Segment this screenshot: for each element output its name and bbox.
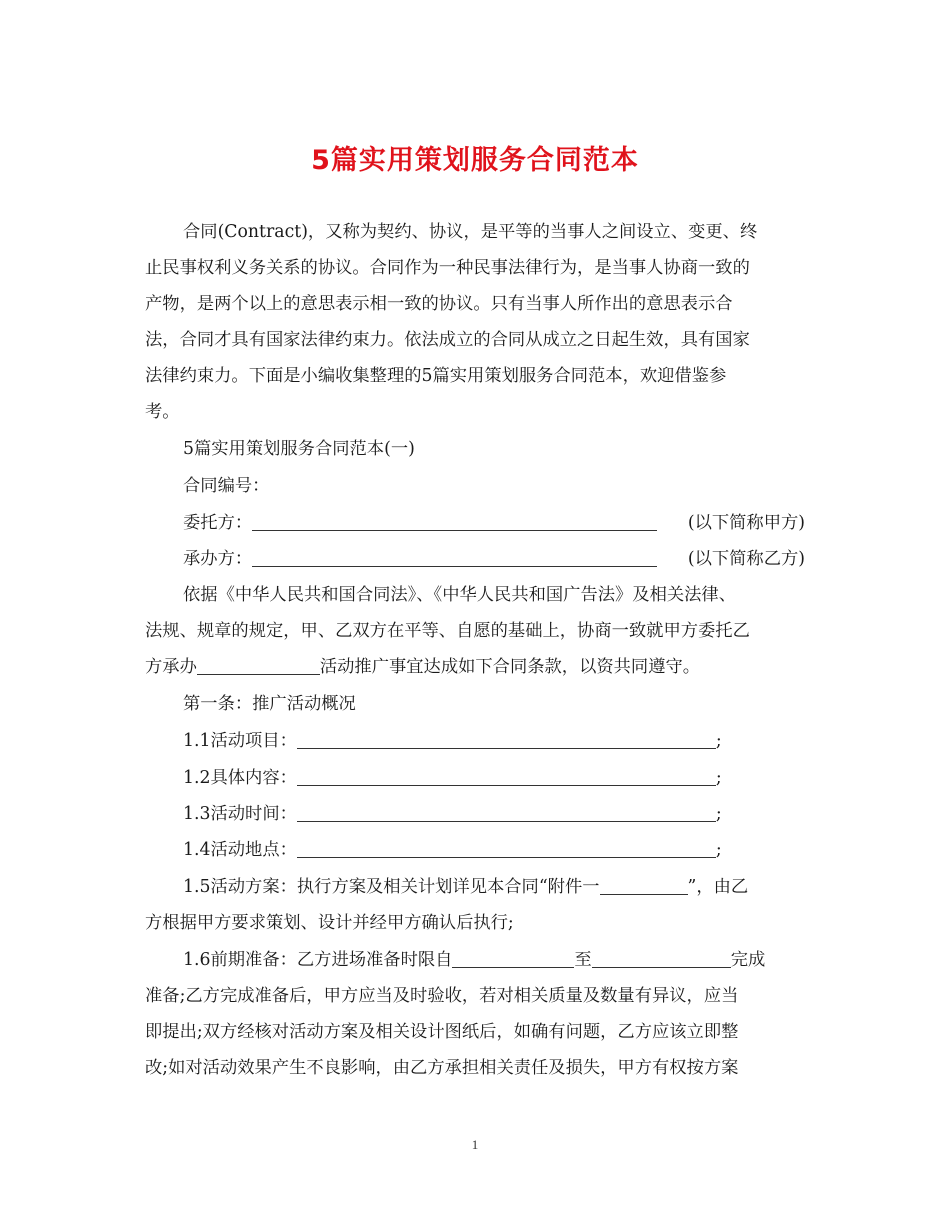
plan-text: 1.5活动方案：执行方案及相关计划详见本合同“附件一 (183, 877, 600, 897)
contractor-suffix: (以下简称乙方) (687, 549, 805, 569)
document-title: 5篇实用策划服务合同范本 (311, 145, 639, 176)
item-blank (297, 765, 716, 786)
intro-line: 合同(Contract)，又称为契约、协议，是平等的当事人之间设立、变更、终 (183, 222, 758, 242)
item-blank (297, 728, 716, 749)
intro-line: 法律约束力。下面是小编收集整理的5篇实用策划服务合同范本，欢迎借鉴参 (145, 366, 727, 386)
plan-line-2: 方根据甲方要求策划、设计并经甲方确认后执行; (145, 913, 514, 933)
item-1-6 (183, 942, 843, 978)
basis-text: 活动推广事宜达成如下合同条款，以资共同遵守。 (319, 657, 701, 677)
contract-number-label: 合同编号： (183, 476, 270, 496)
intro-line: 考。 (145, 402, 180, 422)
item-blank (297, 801, 716, 822)
section-title: 5篇实用策划服务合同范本(一) (183, 439, 415, 459)
item-1-2 (183, 760, 843, 796)
basis-line: 依据《中华人民共和国合同法》、《中华人民共和国广告法》及相关法律、 (183, 585, 736, 605)
prep-text: 完成 (730, 950, 766, 970)
prep-text: 至 (574, 950, 592, 970)
basis-line: 法规、规章的规定，甲、乙双方在平等、自愿的基础上，协商一致就甲方委托乙 (145, 621, 750, 641)
semicolon: ; (715, 731, 722, 751)
contractor-blank (252, 546, 657, 567)
intro-line: 产物，是两个以上的意思表示相一致的协议。只有当事人所作出的意思表示合 (145, 294, 733, 314)
intro-line: 法，合同才具有国家法律约束力。依法成立的合同从成立之日起生效，具有国家 (145, 330, 750, 350)
client-label: 委托方： (183, 513, 253, 533)
start-date-blank (452, 947, 574, 968)
basis-line-3 (145, 649, 805, 685)
article-1-title: 第一条：推广活动概况 (183, 694, 356, 714)
item-1-5 (183, 869, 843, 905)
contractor-line (183, 541, 805, 577)
page-number: 1 (471, 1137, 479, 1152)
client-suffix: (以下简称甲方) (687, 513, 805, 533)
activity-blank (197, 654, 320, 675)
prep-line: 改;如对活动效果产生不良影响，由乙方承担相关责任及损失，甲方有权按方案 (145, 1058, 739, 1078)
item-1-1 (183, 723, 843, 759)
item-label: 1.1活动项目： (183, 731, 297, 751)
client-blank (252, 510, 657, 531)
end-date-blank (592, 947, 731, 968)
intro-line: 止民事权利义务关系的协议。合同作为一种民事法律行为，是当事人协商一致的 (145, 258, 750, 278)
semicolon: ; (715, 804, 722, 824)
item-blank (297, 837, 716, 858)
prep-line: 准备;乙方完成准备后，甲方应当及时验收，若对相关质量及数量有异议，应当 (145, 986, 739, 1006)
item-label: 1.2具体内容： (183, 768, 297, 788)
item-1-3 (183, 796, 843, 832)
semicolon: ; (715, 840, 722, 860)
item-1-4 (183, 832, 843, 868)
semicolon: ; (715, 768, 722, 788)
basis-text: 方承办 (145, 657, 197, 677)
item-label: 1.3活动时间： (183, 804, 297, 824)
attachment-blank (600, 874, 688, 895)
prep-text: 1.6前期准备：乙方进场准备时限自 (183, 950, 453, 970)
contractor-label: 承办方： (183, 549, 253, 569)
client-line (183, 505, 805, 541)
plan-text: ”，由乙 (687, 877, 749, 897)
prep-line: 即提出;双方经核对活动方案及相关设计图纸后，如确有问题，乙方应该立即整 (145, 1022, 739, 1042)
item-label: 1.4活动地点： (183, 840, 297, 860)
